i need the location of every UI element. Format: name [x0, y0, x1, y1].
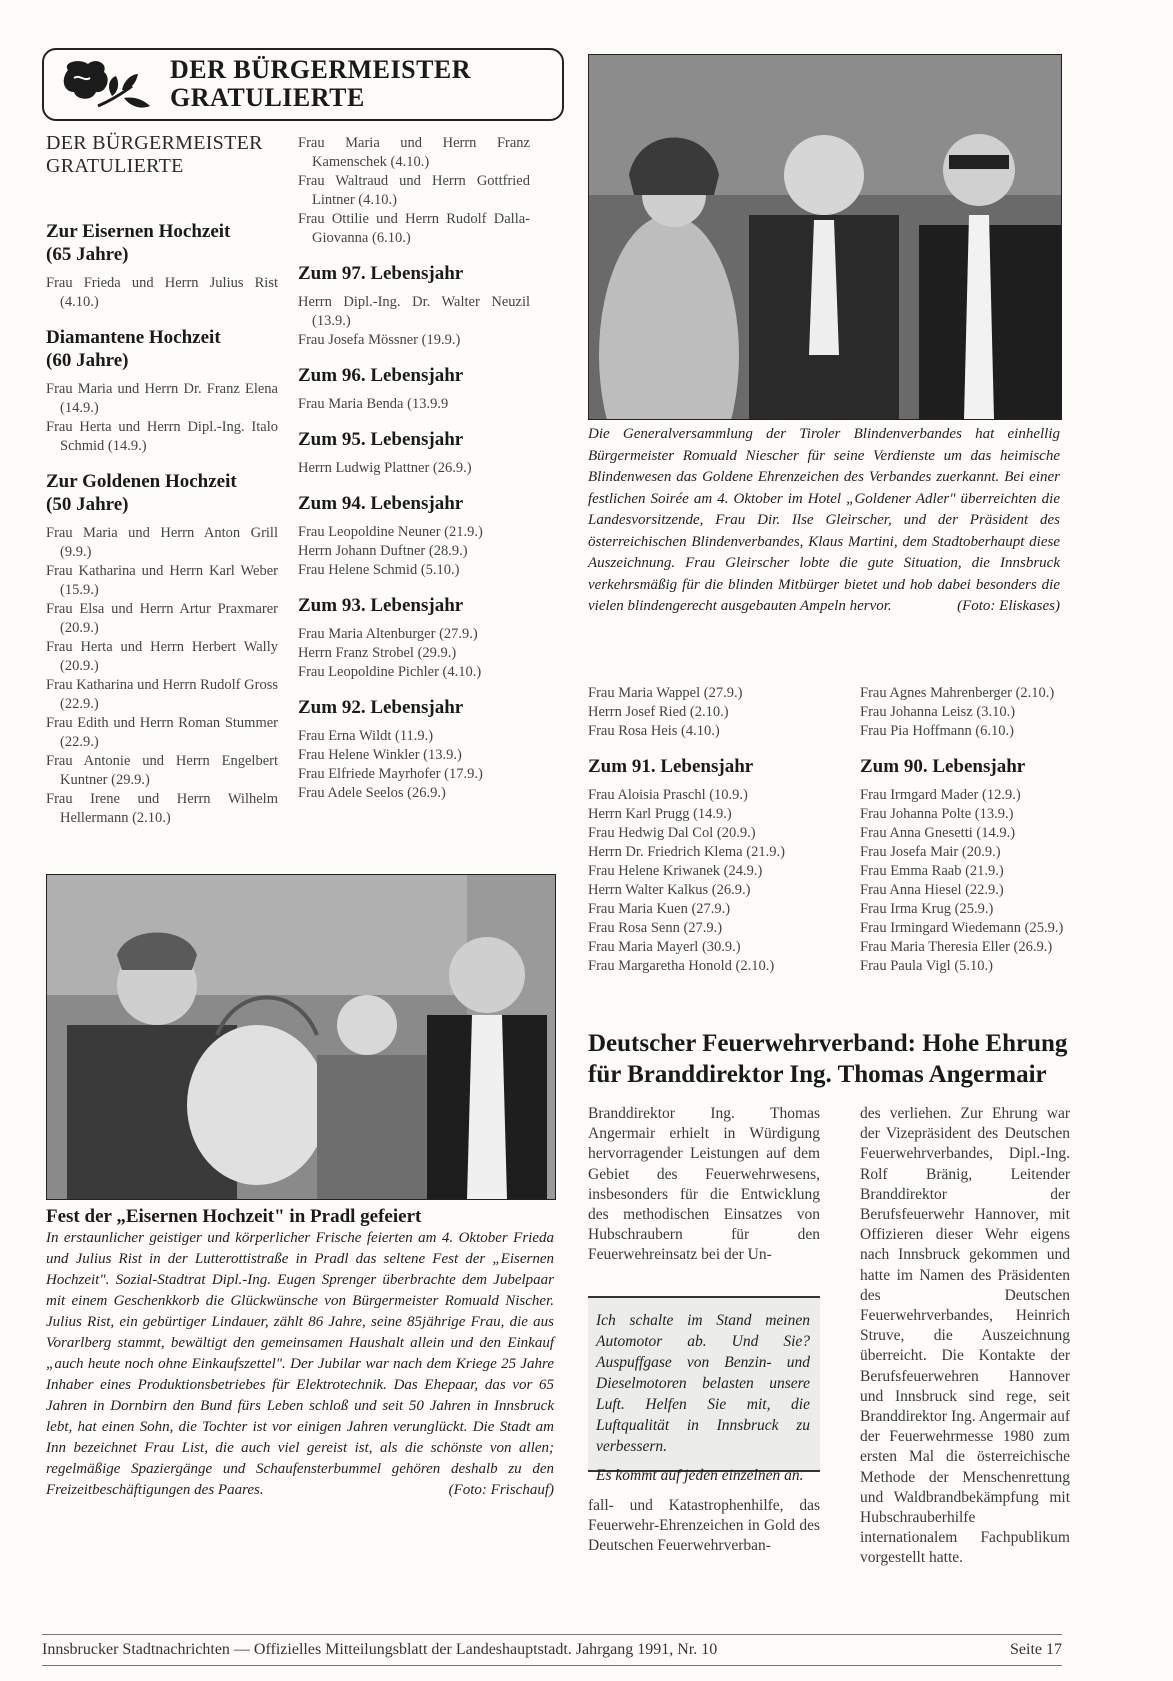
- list-item: Frau Maria und Herrn Franz Kamenschek (4.10.): [298, 135, 530, 170]
- article-column-b: des verliehen. Zur Ehrung war der Vizepräsident des Deutschen Feuerwehrverbandes, Dipl.-Ing. Rolf Bränig, Leitender Branddirektor der Berufsfeuerwehr Hannover, mit Offizieren dieser Wehr eigens nach Innsbruck gekommen und hatte im Namen des Präsidenten des Deutschen Feuerwehrverbandes, Heinrich Struve, die Auszeichnung überreicht. Die Kontakte der Berufsfeuerwehren Hannover und Innsbruck sind rege, seit Branddirektor Ing. Angermair auf der Feuerwehrmesse 1980 zum ersten Mal die österreichische Methode der Menschenrettung und Waldbrandbekämpfung mit Hubschrauberhilfe internationalem Fachpublikum vorgestellt hatte.: [860, 1105, 1070, 1567]
- photo-award-ceremony: [588, 54, 1062, 420]
- list-item: Frau Irmgard Mader (12.9.): [860, 787, 1021, 803]
- list-item: Herrn Karl Prugg (14.9.): [588, 806, 732, 822]
- list-item: Frau Helene Schmid (5.10.): [298, 562, 460, 578]
- list-item: Frau Ottilie und Herrn Rudolf Dalla-Giovanna (6.10.): [298, 211, 530, 246]
- column-birthdays-91: [588, 684, 820, 976]
- list-item: Frau Emma Raab (21.9.): [860, 863, 1004, 879]
- list-item: Frau Anna Gnesetti (14.9.): [860, 825, 1016, 841]
- masthead-banner: [42, 48, 564, 121]
- list-item: Frau Pia Hoffmann (6.10.): [860, 723, 1014, 739]
- list-item: Frau Waltraud und Herrn Gottfried Lintner (4.10.): [298, 173, 530, 208]
- page-number: Seite 17: [1010, 1641, 1062, 1658]
- article-column-a-continued: fall- und Katastrophenhilfe, das Feuerwehr-Ehrenzeichen in Gold des Deutschen Feuerwehrverban-: [588, 1497, 820, 1555]
- list-item: Frau Helene Kriwanek (24.9.): [588, 863, 763, 879]
- caption-title: Fest der „Eisernen Hochzeit" in Pradl gefeiert: [46, 1206, 422, 1227]
- photo-credit: (Foto: Frischauf): [448, 1482, 554, 1498]
- column-birthdays-high: [298, 134, 530, 803]
- list-item: Frau Maria und Herrn Dr. Franz Elena (14.9.): [46, 381, 278, 416]
- list-item: Frau Paula Vigl (5.10.): [860, 958, 993, 974]
- list-item: Frau Maria Kuen (27.9.): [588, 901, 731, 917]
- section-title-92: Zum 92. Lebensjahr: [298, 697, 464, 718]
- list-item: Frau Aloisia Praschl (10.9.): [588, 787, 748, 803]
- list-item: Frau Margaretha Honold (2.10.): [588, 958, 775, 974]
- list-item: Frau Erna Wildt (11.9.): [298, 728, 434, 744]
- photo-credit: (Foto: Eliskases): [957, 598, 1060, 614]
- column-anniversaries: [46, 132, 278, 828]
- photo-image: [589, 55, 1061, 419]
- list-item: Frau Irene und Herrn Wilhelm Hellermann (2.10.): [46, 791, 278, 826]
- photo-caption-iron-wedding: [46, 1206, 554, 1501]
- caption-text: In erstaunlicher geistiger und körperlicher Frische feierten am 4. Oktober Frieda und Julius Rist in der Lutterottistraße in Pradl das seltene Fest der „Eisernen Hochzeit". Sozial-Stadtrat Dipl.-Ing. Eugen Sprenger überbrachte dem Jubelpaar mit einem Geschenkkorb die Glückwünsche von Bürgermeister Romuald Nischer. Julius Rist, ein gebürtiger Lindauer, zählt 86 Jahre, seine 85jährige Frau, die aus Vorarlberg stammt, bewältigt den gemeinsamen Haushalt allein und den Einkauf „auch heute noch ohne Einkaufszettel". Der Jubilar war nach dem Kriege 25 Jahre Inhaber eines Produktionsbetriebes für Elektrotechnik. Das Ehepaar, das vor 65 Jahren in Dornbirn den Bund fürs Leben schloß und seit 50 Jahren in Innsbruck lebt, hat einen Sohn, die Tochter ist vor einigen Jahren verunglückt. Die Stadt am Inn bezeichnet Frau List, die auch viel gereist ist, als die schönste von allen; regelmäßige Spaziergänge und Schaufensterbummel gehören deshalb zu den Freizeitbeschäftigungen des Paares. (Foto: Frischauf): [46, 1228, 554, 1501]
- list-item: Frau Rosa Senn (27.9.): [588, 920, 723, 936]
- list-item: Herrn Ludwig Plattner (26.9.): [298, 460, 472, 476]
- section-heading: DER BÜRGERMEISTER GRATULIERTE: [46, 132, 263, 177]
- list-item: Frau Katharina und Herrn Karl Weber (15.9.): [46, 563, 278, 598]
- section-title-diamond-wedding: Diamantene Hochzeit (60 Jahre): [46, 327, 221, 371]
- list-item: Frau Elsa und Herrn Artur Praxmarer (20.9.): [46, 601, 278, 636]
- list-item: Frau Katharina und Herrn Rudolf Gross (22.9.): [46, 677, 278, 712]
- list-item: Frau Herta und Herrn Herbert Wally (20.9.): [46, 639, 278, 674]
- rose-icon: [58, 56, 158, 116]
- section-title-96: Zum 96. Lebensjahr: [298, 365, 464, 386]
- section-title-97: Zum 97. Lebensjahr: [298, 263, 464, 284]
- list-item: Frau Anna Hiesel (22.9.): [860, 882, 1004, 898]
- pull-quote-box: [588, 1296, 820, 1484]
- list-item: Frau Johanna Leisz (3.10.): [860, 704, 1016, 720]
- list-item: Frau Agnes Mahrenberger (2.10.): [860, 685, 1055, 701]
- list-item: Frau Johanna Polte (13.9.): [860, 806, 1014, 822]
- list-item: Herrn Walter Kalkus (26.9.): [588, 882, 751, 898]
- publication-info: Innsbrucker Stadtnachrichten — Offizielles Mitteilungsblatt der Landeshauptstadt. Jahrgang 1991, Nr. 10: [42, 1641, 718, 1658]
- list-item: Frau Adele Seelos (26.9.): [298, 785, 446, 801]
- list-item: Herrn Johann Duftner (28.9.): [298, 543, 468, 559]
- section-title-93: Zum 93. Lebensjahr: [298, 595, 464, 616]
- page-footer: [42, 1634, 1062, 1666]
- article-column-a: Branddirektor Ing. Thomas Angermair erhielt in Würdigung hervorragender Leistungen auf dem Gebiet des Feuerwehrwesens, insbesonders für die Entwicklung des methodischen Einsatzes von Hubschraubern für den Feuerwehreinsatz bei der Un-: [588, 1105, 820, 1264]
- list-item: Frau Maria Mayerl (30.9.): [588, 939, 741, 955]
- section-title-90: Zum 90. Lebensjahr: [860, 756, 1026, 777]
- list-item: Frau Leopoldine Neuner (21.9.): [298, 524, 483, 540]
- list-item: Frau Irmingard Wiedemann (25.9.): [860, 920, 1064, 936]
- pull-quote-tagline: Es kommt auf jeden einzelnen an.: [596, 1467, 804, 1484]
- column-birthdays-90: [860, 684, 1070, 976]
- list-item: Herrn Josef Ried (2.10.): [588, 704, 729, 720]
- list-item: Frau Josefa Mössner (19.9.): [298, 332, 461, 348]
- article-headline: Deutscher Feuerwehrverband: Hohe Ehrung für Branddirektor Ing. Thomas Angermair: [588, 1030, 1068, 1088]
- list-item: Frau Rosa Heis (4.10.): [588, 723, 720, 739]
- list-item: Herrn Franz Strobel (29.9.): [298, 645, 457, 661]
- list-item: Frau Maria Wappel (27.9.): [588, 685, 743, 701]
- masthead-title: DER BÜRGERMEISTER GRATULIERTE: [170, 55, 472, 112]
- list-item: Frau Frieda und Herrn Julius Rist (4.10.): [46, 275, 278, 310]
- list-item: Frau Maria und Herrn Anton Grill (9.9.): [46, 525, 278, 560]
- list-item: Frau Maria Benda (13.9.9: [298, 396, 449, 412]
- list-item: Frau Herta und Herrn Dipl.-Ing. Italo Schmid (14.9.): [46, 419, 278, 454]
- section-title-94: Zum 94. Lebensjahr: [298, 493, 464, 514]
- list-item: Frau Antonie und Herrn Engelbert Kuntner (29.9.): [46, 753, 278, 788]
- list-item: Herrn Dr. Friedrich Klema (21.9.): [588, 844, 785, 860]
- list-item: Frau Edith und Herrn Roman Stummer (22.9.): [46, 715, 278, 750]
- section-title-95: Zum 95. Lebensjahr: [298, 429, 464, 450]
- photo-caption-award: Die Generalversammlung der Tiroler Blindenverbandes hat einhellig Bürgermeister Romuald Niescher für seine Verdienste um das heimische Blindenwesen das Goldene Ehrenzeichen des Verbandes zuerkannt. Bei einer festlichen Soirée am 4. Oktober im Hotel „Goldener Adler" überreichten die Landesvorsitzende, Frau Dir. Ilse Gleirscher, und der Präsident des österreichischen Blindenverbandes, Klaus Martini, dem Stadtoberhaupt diese Auszeichnung. Frau Gleirscher lobte die gute Situation, die Innsbruck verkehrsmäßig für die blinden Mitbürger bietet und hob dabei besonders die vielen blindengerecht ausgebauten Ampeln hervor. (Foto: Eliskases): [588, 424, 1060, 618]
- list-item: Frau Maria Theresia Eller (26.9.): [860, 939, 1053, 955]
- photo-iron-wedding: [46, 874, 556, 1200]
- list-item: Frau Josefa Mair (20.9.): [860, 844, 1001, 860]
- list-item: Frau Elfriede Mayrhofer (17.9.): [298, 766, 483, 782]
- list-item: Frau Hedwig Dal Col (20.9.): [588, 825, 756, 841]
- list-item: Herrn Dipl.-Ing. Dr. Walter Neuzil (13.9.): [298, 294, 530, 329]
- photo-image: [47, 875, 555, 1199]
- pull-quote: Ich schalte im Stand meinen Automotor ab. Und Sie? Auspuffgase von Benzin- und Dieselmotoren belasten unsere Luft. Helfen Sie mit, die Luftqualität in Innsbruck zu verbessern.: [596, 1312, 810, 1455]
- list-item: Frau Leopoldine Pichler (4.10.): [298, 664, 482, 680]
- list-item: Frau Helene Winkler (13.9.): [298, 747, 462, 763]
- list-item: Frau Irma Krug (25.9.): [860, 901, 994, 917]
- section-title-golden-wedding: Zur Goldenen Hochzeit (50 Jahre): [46, 471, 237, 515]
- section-title-iron-wedding: Zur Eisernen Hochzeit (65 Jahre): [46, 221, 231, 265]
- section-title-91: Zum 91. Lebensjahr: [588, 756, 754, 777]
- list-item: Frau Maria Altenburger (27.9.): [298, 626, 478, 642]
